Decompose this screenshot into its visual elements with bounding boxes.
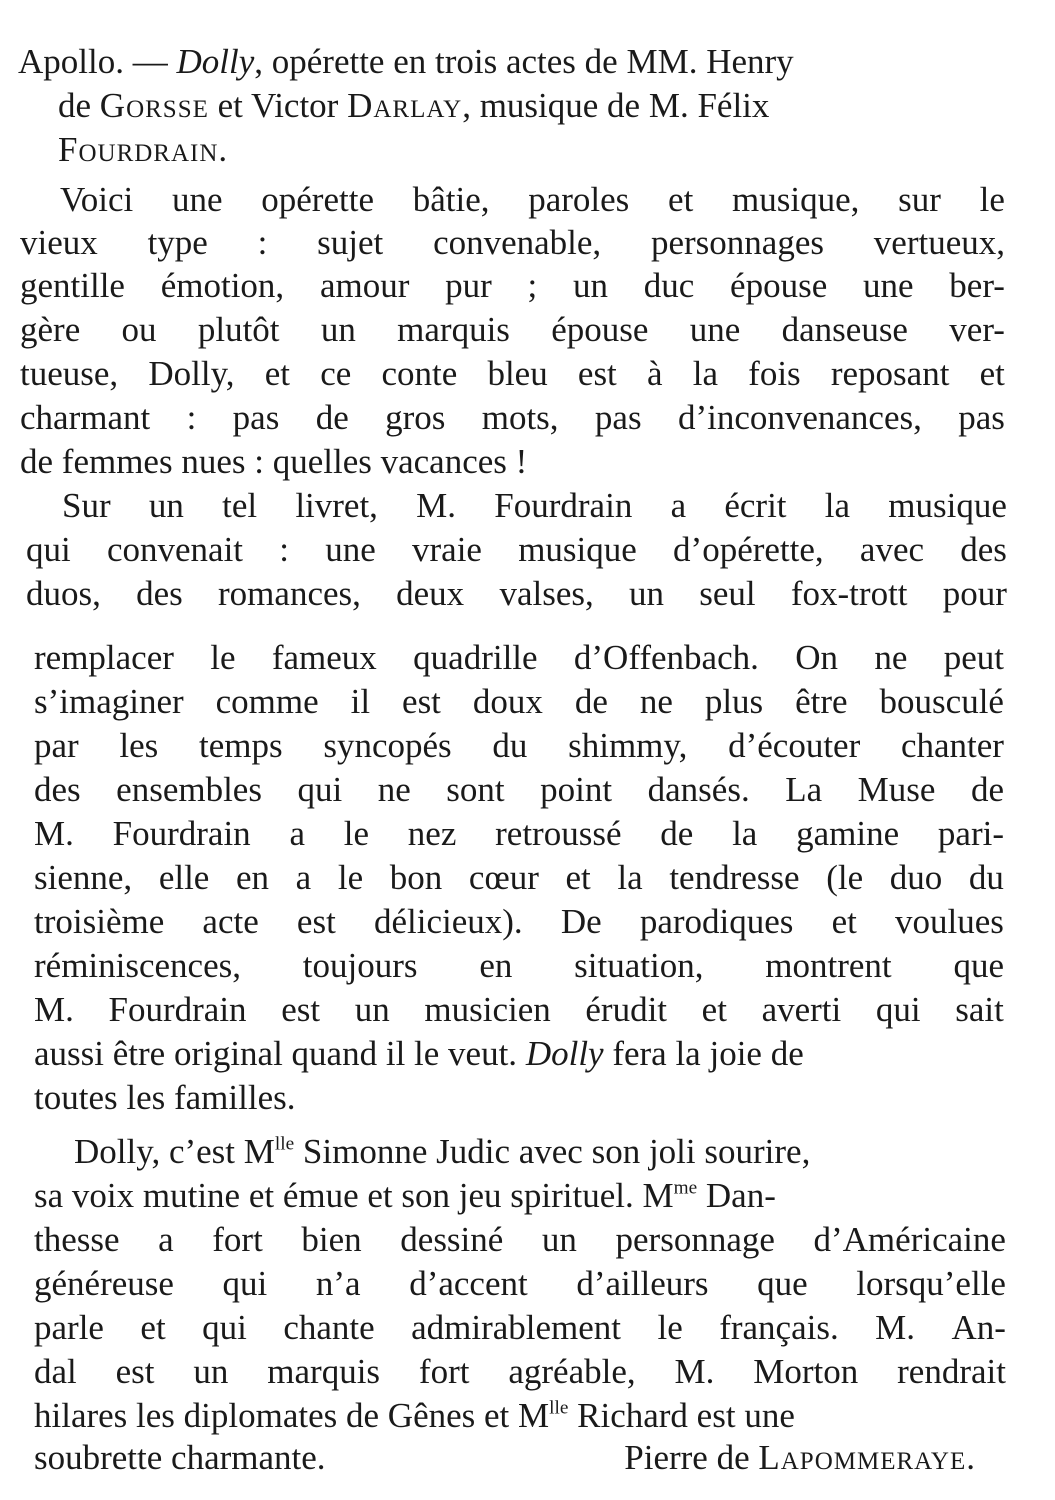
word: bleu <box>487 354 548 393</box>
word: duos, <box>26 574 101 613</box>
word: parle <box>34 1308 104 1347</box>
word: Voici <box>60 180 134 219</box>
word: d’opérette, <box>673 530 824 569</box>
signature-text: Pierre de <box>624 1438 759 1477</box>
word: Fourdrain <box>108 990 247 1029</box>
word: : <box>257 223 268 262</box>
word: valses, <box>499 574 594 613</box>
word: est <box>577 354 617 393</box>
word: et <box>701 990 727 1029</box>
word: De <box>560 902 602 941</box>
word: les <box>119 726 159 765</box>
word: épouse <box>551 310 649 349</box>
word: pas <box>232 398 280 437</box>
paragraph-text: sa voix mutine et émue et son jeu spirituel. M <box>34 1176 674 1215</box>
paragraph-line <box>34 1306 1006 1350</box>
word: est <box>115 1352 155 1391</box>
word: épouse <box>730 266 828 305</box>
word: fort <box>212 1220 263 1259</box>
word: généreuse <box>34 1264 174 1303</box>
word: ver- <box>949 310 1005 349</box>
word: montrent <box>765 946 892 985</box>
operetta-title: Dolly <box>525 1034 604 1073</box>
word: agréable, <box>508 1352 636 1391</box>
word: par <box>34 726 79 765</box>
word: qui <box>202 1308 247 1347</box>
word: de <box>970 770 1004 809</box>
word: érudit <box>585 990 668 1029</box>
word: dessiné <box>400 1220 504 1259</box>
word: le <box>210 638 236 677</box>
paragraph-text: Richard est une <box>568 1396 795 1435</box>
word: un <box>541 1220 577 1259</box>
paragraph-text: fera la joie de <box>603 1034 804 1073</box>
word: La <box>785 770 823 809</box>
word: a <box>289 814 305 853</box>
word: et <box>140 1308 166 1347</box>
word: fort <box>418 1352 470 1391</box>
operetta-title: Dolly <box>176 42 255 81</box>
word: et <box>565 858 591 897</box>
word: pari- <box>937 814 1004 853</box>
word: nez <box>407 814 457 853</box>
word: d’inconvenances, <box>677 398 922 437</box>
word: bien <box>301 1220 362 1259</box>
paragraph-line <box>34 1262 1006 1306</box>
word: M. <box>875 1308 916 1347</box>
paragraph-line <box>34 812 1004 856</box>
word: Fourdrain <box>112 814 251 853</box>
word: syncopés <box>323 726 452 765</box>
word: fois <box>748 354 801 393</box>
word: retroussé <box>495 814 622 853</box>
word: gentille <box>20 266 125 305</box>
word: être <box>795 682 848 721</box>
word: tendresse <box>669 858 800 897</box>
word: qui <box>875 990 921 1029</box>
word: M. <box>674 1352 715 1391</box>
word: ou <box>121 310 157 349</box>
word: charmant <box>20 398 151 437</box>
word: musique, <box>732 180 860 219</box>
word: émotion, <box>160 266 285 305</box>
word: du <box>968 858 1004 897</box>
word: délicieux). <box>373 902 523 941</box>
signature-text: . <box>966 1438 975 1477</box>
word: un <box>148 486 184 525</box>
word: (le <box>826 858 864 897</box>
heading-line-2 <box>58 84 769 128</box>
word: une <box>325 530 376 569</box>
word: musique <box>888 486 1007 525</box>
paragraph-line <box>62 484 1007 528</box>
word: d’accent <box>409 1264 528 1303</box>
title-abbrev: lle <box>549 1397 569 1419</box>
word: remplacer <box>34 638 174 677</box>
paragraph-line <box>26 528 1007 572</box>
word: des <box>34 770 81 809</box>
word: bousculé <box>879 682 1004 721</box>
word: tel <box>222 486 258 525</box>
word: voulues <box>895 902 1004 941</box>
word: que <box>953 946 1004 985</box>
heading-dash: — <box>123 42 177 81</box>
word: bâtie, <box>412 180 490 219</box>
word: n’a <box>315 1264 361 1303</box>
word: bon <box>389 858 443 897</box>
paragraph-line <box>34 680 1004 724</box>
word: une <box>689 310 741 349</box>
heading-text: . <box>218 130 228 169</box>
paragraph-line <box>26 572 1007 616</box>
word: type <box>147 223 208 262</box>
word: un <box>354 990 390 1029</box>
word: conte <box>381 354 458 393</box>
word: admirablement <box>411 1308 622 1347</box>
word: ensembles <box>116 770 262 809</box>
word: ne <box>639 682 673 721</box>
word: temps <box>199 726 283 765</box>
word: français. <box>719 1308 839 1347</box>
paragraph-line <box>74 1130 1006 1174</box>
word: gère <box>20 310 81 349</box>
word: la <box>692 354 718 393</box>
paragraph-line <box>34 856 1004 900</box>
word: comme <box>215 682 319 721</box>
word: livret, <box>295 486 378 525</box>
paragraph-line <box>20 221 1005 265</box>
word: qui <box>297 770 343 809</box>
word: sait <box>955 990 1004 1029</box>
word: tueuse, <box>20 354 119 393</box>
word: reposant <box>830 354 950 393</box>
word: elle <box>158 858 210 897</box>
word: Fourdrain <box>494 486 633 525</box>
word: des <box>136 574 183 613</box>
word: On <box>795 638 838 677</box>
word: thesse <box>34 1220 120 1259</box>
word: : <box>186 398 197 437</box>
word: plutôt <box>197 310 280 349</box>
paragraph-text: Simonne Judic avec son joli sourire, <box>294 1132 811 1171</box>
word: s’imaginer <box>34 682 184 721</box>
word: sujet <box>317 223 384 262</box>
word: acte <box>202 902 259 941</box>
word: fox-trott <box>790 574 908 613</box>
heading-text: et Victor <box>208 86 348 125</box>
paragraph-line <box>34 724 1004 768</box>
word: d’ailleurs <box>576 1264 709 1303</box>
word: un <box>193 1352 229 1391</box>
word: M. <box>34 814 74 853</box>
paragraph-line <box>34 768 1004 812</box>
word: doux <box>472 682 543 721</box>
word: la <box>732 814 758 853</box>
word: mots, <box>481 398 559 437</box>
word: il <box>350 682 371 721</box>
word: réminiscences, <box>34 946 241 985</box>
word: ber- <box>949 266 1005 305</box>
word: est <box>296 902 336 941</box>
word: à <box>646 354 663 393</box>
word: d’Américaine <box>813 1220 1006 1259</box>
word: écrit <box>724 486 787 525</box>
word: peut <box>943 638 1004 677</box>
word: que <box>757 1264 808 1303</box>
word: et <box>264 354 291 393</box>
word: Sur <box>62 486 111 525</box>
word: parodiques <box>639 902 794 941</box>
paragraph-line <box>20 264 1005 308</box>
word: gros <box>385 398 446 437</box>
paragraph-line: de femmes nues : quelles vacances ! <box>20 442 528 481</box>
word: M. <box>34 990 74 1029</box>
heading-line-3 <box>58 128 227 172</box>
word: et <box>979 354 1005 393</box>
word: danseuse <box>781 310 908 349</box>
word: le <box>337 858 364 897</box>
word: Morton <box>753 1352 859 1391</box>
word: la <box>824 486 851 525</box>
paragraph-line <box>34 1218 1006 1262</box>
heading-text: de <box>58 86 100 125</box>
word: seul <box>699 574 756 613</box>
word: un <box>628 574 664 613</box>
paragraph-line <box>34 1394 1006 1438</box>
word: dansés. <box>647 770 750 809</box>
word: vertueux, <box>873 223 1005 262</box>
word: plus <box>704 682 764 721</box>
word: le <box>979 180 1005 219</box>
word: sienne, <box>34 858 133 897</box>
word: fameux <box>271 638 377 677</box>
paragraph-text: Dolly, c’est M <box>74 1132 275 1171</box>
word: dal <box>34 1352 77 1391</box>
word: Muse <box>857 770 936 809</box>
author-name: Darlay <box>347 86 463 125</box>
word: quadrille <box>413 638 538 677</box>
word: et <box>668 180 694 219</box>
word: la <box>617 858 643 897</box>
word: toujours <box>302 946 418 985</box>
word: paroles <box>528 180 630 219</box>
word: ne <box>377 770 411 809</box>
word: situation, <box>574 946 704 985</box>
word: romances, <box>218 574 361 613</box>
word: cœur <box>468 858 539 897</box>
composer-name: Fourdrain <box>58 130 219 169</box>
word: shimmy, <box>568 726 688 765</box>
word: lorsqu’elle <box>856 1264 1006 1303</box>
word: un <box>573 266 608 305</box>
theatre-name: Apollo. <box>18 42 124 81</box>
word: musique <box>518 530 637 569</box>
paragraph-text: Dan- <box>697 1176 776 1215</box>
paragraph-text: aussi être original quand il le veut. <box>34 1034 526 1073</box>
paragraph-line <box>34 636 1004 680</box>
word: point <box>540 770 613 809</box>
word: convenait <box>106 530 244 569</box>
word: pas <box>958 398 1005 437</box>
word: rendrait <box>897 1352 1006 1391</box>
heading-text: , musique de M. Félix <box>462 86 770 125</box>
heading-text: , opérette en trois actes de MM. Henry <box>254 42 794 81</box>
paragraph-line <box>20 308 1005 352</box>
word: gamine <box>796 814 900 853</box>
paragraph-text: hilares les diplomates de Gênes et M <box>34 1396 550 1435</box>
word: ne <box>874 638 908 677</box>
paragraph-line <box>20 396 1005 440</box>
paragraph-line <box>34 988 1004 1032</box>
word: a <box>670 486 687 525</box>
word: averti <box>761 990 842 1029</box>
author-signature <box>624 1436 975 1480</box>
word: convenable, <box>433 223 602 262</box>
paragraph-line <box>34 1174 1006 1218</box>
word: d’écouter <box>728 726 861 765</box>
word: opérette <box>261 180 374 219</box>
word: est <box>402 682 441 721</box>
heading-line-1 <box>18 40 1003 84</box>
title-abbrev: me <box>673 1177 698 1199</box>
word: amour <box>319 266 410 305</box>
word: des <box>960 530 1007 569</box>
word: a <box>295 858 312 897</box>
word: An- <box>951 1308 1006 1347</box>
word: troisième <box>34 902 165 941</box>
word: Dolly, <box>148 354 235 393</box>
word: de <box>574 682 608 721</box>
paragraph-line <box>60 178 1005 222</box>
paragraph-line <box>34 1350 1006 1394</box>
critic-name: Lapommeraye <box>758 1438 967 1477</box>
word: deux <box>396 574 465 613</box>
word: est <box>281 990 321 1029</box>
word: chanter <box>900 726 1004 765</box>
word: ; <box>527 266 538 305</box>
paragraph-line <box>20 352 1005 396</box>
paragraph-line: toutes les familles. <box>34 1078 296 1117</box>
paragraph-line <box>34 944 1004 988</box>
word: personnage <box>615 1220 775 1259</box>
word: et <box>831 902 857 941</box>
word: chante <box>283 1308 375 1347</box>
word: le <box>657 1308 683 1347</box>
word: un <box>320 310 356 349</box>
author-name: Gorsse <box>99 86 209 125</box>
paragraph-line <box>34 900 1004 944</box>
word: a <box>158 1220 174 1259</box>
word: de <box>315 398 349 437</box>
word: en <box>479 946 513 985</box>
word: vraie <box>412 530 482 569</box>
word: marquis <box>267 1352 381 1391</box>
word: du <box>492 726 528 765</box>
word: M. <box>416 486 457 525</box>
word: le <box>343 814 370 853</box>
word: personnages <box>650 223 824 262</box>
word: ce <box>320 354 352 393</box>
word: qui <box>26 530 71 569</box>
word: d’Offenbach. <box>573 638 759 677</box>
word: musicien <box>424 990 551 1029</box>
word: duc <box>643 266 695 305</box>
word: vieux <box>20 223 98 262</box>
word: marquis <box>397 310 510 349</box>
word: pur <box>445 266 492 305</box>
word: avec <box>859 530 925 569</box>
word: duo <box>889 858 943 897</box>
paragraph-line: soubrette charmante. <box>34 1438 326 1477</box>
title-abbrev: lle <box>274 1133 295 1155</box>
word: une <box>171 180 223 219</box>
word: une <box>863 266 914 305</box>
word: qui <box>222 1264 268 1303</box>
paragraph-line <box>34 1032 1004 1076</box>
word: de <box>660 814 694 853</box>
word: : <box>279 530 289 569</box>
word: sur <box>898 180 941 219</box>
word: sont <box>446 770 505 809</box>
word: pas <box>594 398 642 437</box>
word: pour <box>942 574 1007 613</box>
word: en <box>235 858 270 897</box>
